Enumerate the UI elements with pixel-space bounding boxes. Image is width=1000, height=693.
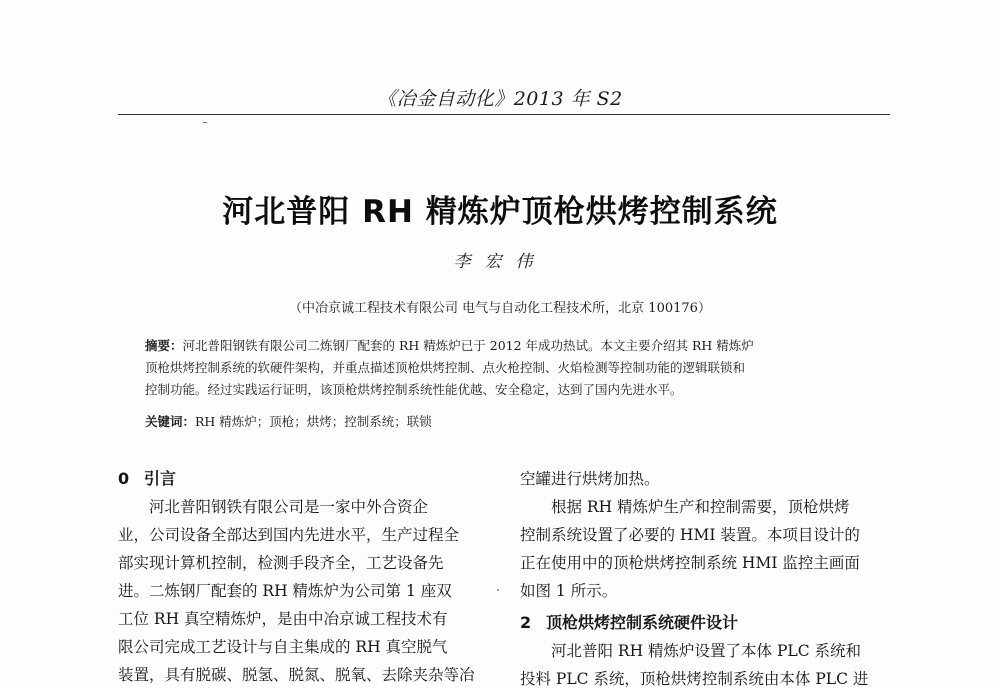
abstract [145, 335, 865, 401]
keywords-label: 关键词： [145, 414, 196, 429]
scan-mark [203, 122, 207, 123]
paragraph-line: 正在使用中的顶枪烘烤控制系统 HMI 监控主画面 [520, 554, 860, 572]
running-header: 《冶金自动化》2013 年 S2 [377, 88, 623, 110]
paragraph-line: 根据 RH 精炼炉生产和控制需要，顶枪烘烤 [551, 498, 850, 516]
author-name: 李宏伟 [453, 252, 547, 272]
section-heading-introduction [118, 465, 490, 493]
abstract-line: 控制功能。经过实践运行证明，该顶枪烘烤控制系统性能优越、安全稳定，达到了国内先进水平。 [145, 382, 683, 397]
paragraph-line: 河北普阳钢铁有限公司是一家中外合资企 [149, 498, 429, 516]
section-heading-hardware-design [520, 609, 892, 637]
right-column [520, 465, 892, 693]
paragraph-line: 控制系统设置了必要的 HMI 装置。本项目设计的 [520, 526, 860, 544]
left-column [118, 465, 490, 689]
abstract-line: 顶枪烘烤控制系统的软硬件架构，并重点描述顶枪烘烤控制、点火枪控制、火焰检测等控制功能的逻辑联锁和 [145, 360, 746, 375]
section-number: 0 [118, 469, 130, 488]
paragraph-line: 如图 1 所示。 [520, 582, 618, 600]
paragraph-line: 投料 PLC 系统，顶枪烘烤控制系统由本体 PLC 进 [520, 670, 869, 688]
paragraph-line: 进。二炼钢厂配套的 RH 精炼炉为公司第 1 座双 [118, 582, 452, 600]
header-rule [118, 114, 890, 115]
paragraph-line: 河北普阳 RH 精炼炉设置了本体 PLC 系统和 [551, 642, 861, 660]
abstract-line [145, 335, 865, 357]
paragraph-line: 部实现计算机控制，检测手段齐全，工艺设备先 [118, 554, 444, 572]
paragraph-line: 工位 RH 真空精炼炉，是由中冶京诚工程技术有 [118, 610, 448, 628]
paragraph-line: 业，公司设备全部达到国内先进水平，生产过程全 [118, 526, 460, 544]
paragraph-line: 空罐进行烘烤加热。 [520, 470, 660, 488]
article-title: 河北普阳 RH 精炼炉顶枪烘烤控制系统 [222, 194, 778, 230]
author-affiliation: （中冶京诚工程技术有限公司 电气与自动化工程技术所，北京 100176） [289, 301, 711, 316]
paragraph-line: 限公司完成工艺设计与自主集成的 RH 真空脱气 [118, 638, 448, 656]
abstract-label: 摘要： [145, 338, 183, 353]
paragraph-line: 装置，具有脱碳、脱氢、脱氮、脱氧、去除夹杂等冶 [118, 666, 475, 684]
keywords-text: RH 精炼炉；顶枪；烘烤；控制系统；联锁 [195, 414, 432, 429]
section-number: 2 [520, 613, 532, 632]
section-title: 顶枪烘烤控制系统硬件设计 [546, 613, 739, 632]
section-title: 引言 [144, 469, 177, 488]
scan-speck [497, 589, 499, 591]
abstract-text: 河北普阳钢铁有限公司二炼钢厂配套的 RH 精炼炉已于 2012 年成功热试。本文主要介绍其 RH 精炼炉 [182, 338, 754, 353]
keywords [145, 411, 865, 433]
